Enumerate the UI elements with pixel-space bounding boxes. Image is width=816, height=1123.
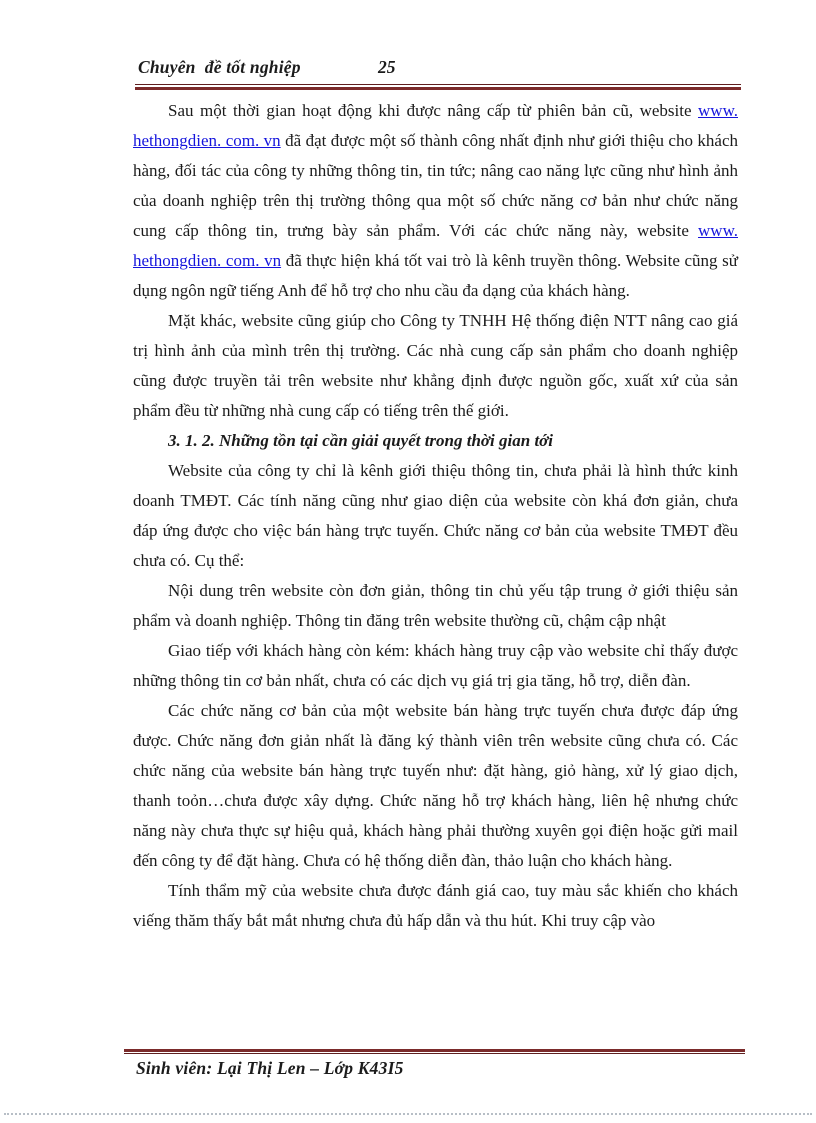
text-run: Nội dung trên website còn đơn giản, thông tin chủ yếu tập trung ở giới thiệu sản phẩm và doanh nghiệp. Thông tin đăng trên website thường cũ, chậm cập nhật xyxy=(133,581,738,630)
text-run: 3. 1. 2. Những tồn tại cần giải quyết trong thời gian tới xyxy=(168,431,554,450)
footer-student-line: Sinh viên: Lại Thị Len – Lớp K43I5 xyxy=(136,1058,404,1078)
text-run: Các chức năng cơ bản của một website bán hàng trực tuyến chưa được đáp ứng được. Chức năng đơn giản nhất là đăng ký thành viên trên website cũng chưa có. Các chức năng của website bán hàng trực tuyến như: đặt hàng, giỏ hàng, xử lý giao dịch, thanh toỏn…chưa được xây dựng. Chức năng hỗ trợ khách hàng, liên hệ nhưng chức năng này chưa thực sự hiệu quả, khách hàng phải thường xuyên gọi điện hoặc gửi mail đến công ty để đặt hàng. Chưa có hệ thống diễn đàn, thảo luận cho khách hàng. xyxy=(133,701,738,870)
text-run: Giao tiếp với khách hàng còn kém: khách hàng truy cập vào website chỉ thấy được những thông tin cơ bản nhất, chưa có các dịch vụ giá trị gia tăng, hỗ trợ, diễn đàn. xyxy=(133,641,738,690)
paragraph xyxy=(133,876,738,936)
section-heading xyxy=(133,426,738,456)
footer-rule xyxy=(124,1049,745,1054)
header-title: Chuyên đề tốt nghiệp xyxy=(138,57,301,77)
paragraph xyxy=(133,696,738,876)
text-run: Sau một thời gian hoạt động khi được nâng cấp từ phiên bản cũ, website xyxy=(168,101,699,120)
header-rule xyxy=(135,84,741,90)
page-break-indicator xyxy=(4,1113,812,1115)
text-run: đã thực hiện khá tốt vai trò là kênh truyền thông. Website cũng sử dụng ngôn ngữ tiếng Anh để hỗ trợ cho nhu cầu đa dạng của khách hàng. xyxy=(133,251,738,300)
text-run: Mặt khác, website cũng giúp cho Công ty TNHH Hệ thống điện NTT nâng cao giá trị hình ảnh của mình trên thị trường. Các nhà cung cấp sản phẩm cho doanh nghiệp cũng được truyền tải trên website như khẳng định được nguồn gốc, xuất xứ của sản phẩm đều từ những nhà cung cấp có tiếng trên thế giới. xyxy=(133,311,738,420)
website-link[interactable]: www. hethongdien. com. vn xyxy=(133,101,738,150)
text-run: Tính thẩm mỹ của website chưa được đánh giá cao, tuy màu sắc khiến cho khách viếng thăm thấy bắt mắt nhưng chưa đủ hấp dẫn và thu hút. Khi truy cập vào xyxy=(133,881,738,930)
paragraph xyxy=(133,306,738,426)
paragraph xyxy=(133,456,738,576)
text-run: Website của công ty chỉ là kênh giới thiệu thông tin, chưa phải là hình thức kinh doanh TMĐT. Các tính năng cũng như giao diện của website còn khá đơn giản, chưa đáp ứng được cho việc bán hàng trực tuyến. Chức năng cơ bản của website TMĐT đều chưa có. Cụ thể: xyxy=(133,461,738,570)
text-run: đã đạt được một số thành công nhất định như giới thiệu cho khách hàng, đối tác của công ty những thông tin, tin tức; nâng cao năng lực cũng như hình ảnh của doanh nghiệp trên thị trường thông qua một số chức năng cơ bản như chức năng cung cấp thông tin, trưng bày sản phẩm. Với các chức năng này, website xyxy=(133,131,738,240)
paragraph xyxy=(133,636,738,696)
document-body xyxy=(133,96,738,936)
paragraph xyxy=(133,96,738,306)
page-number: 25 xyxy=(378,57,396,77)
website-link[interactable]: www. hethongdien. com. vn xyxy=(133,221,738,270)
paragraph xyxy=(133,576,738,636)
